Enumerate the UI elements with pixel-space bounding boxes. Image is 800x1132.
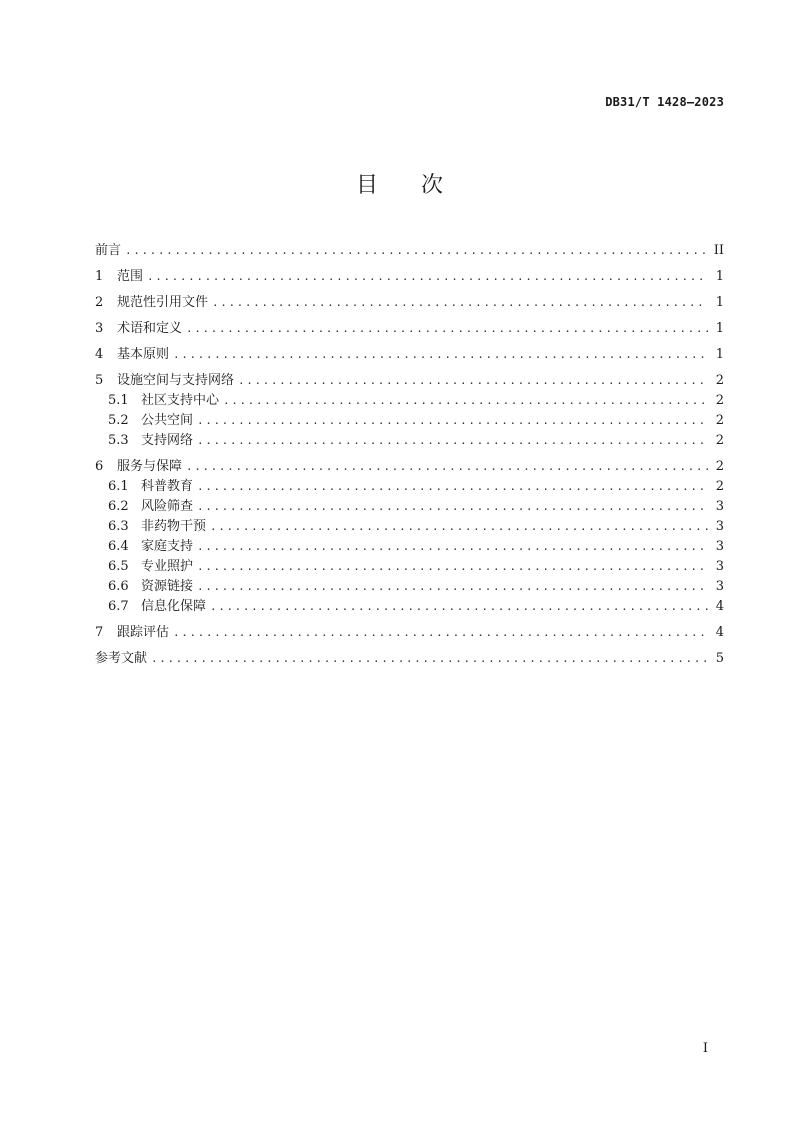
toc-leader-dots [197,497,708,517]
toc-entry[interactable] [95,371,724,391]
toc-entry[interactable] [95,457,724,477]
toc-entry-number: 4 [95,347,104,362]
toc-leader-dots [197,577,708,597]
toc-leader-dots [197,557,708,577]
toc-leader-dots [125,241,708,261]
toc-leader-dots [210,517,708,537]
toc-leader-dots [197,411,708,431]
toc-entry-label: 前言 [95,243,122,258]
toc-entry[interactable] [95,623,724,643]
toc-entry-number: 6.7 [108,599,129,614]
toc-entry-label: 科普教育 [141,479,194,494]
toc-entry-page: 2 [715,373,724,388]
toc-entry-number: 5.1 [108,393,129,408]
toc-entry[interactable] [95,497,724,517]
title-part-2: 次 [421,173,445,198]
toc-leader-dots [210,597,708,617]
toc-entry-page: 1 [715,295,724,310]
toc-entry[interactable] [95,391,724,411]
toc-entry-number: 6.5 [108,559,129,574]
toc-entry-page: 1 [715,347,724,362]
toc-entry[interactable] [95,319,724,339]
toc-entry-number: 6 [95,459,104,474]
toc-leader-dots [212,293,708,313]
toc-entry-page: 3 [715,519,724,534]
toc-leader-dots [197,431,708,451]
toc-entry-page: 2 [715,393,724,408]
toc-entry-label: 专业照护 [141,559,194,574]
toc-entry[interactable] [95,557,724,577]
toc-entry[interactable] [95,577,724,597]
toc-entry-label: 设施空间与支持网络 [117,373,235,388]
toc-entry-label: 信息化保障 [141,599,207,614]
toc-entry-number: 6.3 [108,519,129,534]
toc-entry-page: 2 [715,479,724,494]
toc-entry-label: 风险筛查 [141,499,194,514]
toc-entry-page: II [713,243,724,258]
toc-leader-dots [223,391,708,411]
toc-entry-page: 4 [715,599,724,614]
toc-leader-dots [173,623,708,643]
toc-entry-page: 3 [715,579,724,594]
toc-entry-number: 5 [95,373,104,388]
toc-entry-label: 非药物干预 [141,519,207,534]
toc-entry[interactable] [95,267,724,287]
toc-entry-label: 参考文献 [95,651,148,666]
toc-leader-dots [197,537,708,557]
toc-leader-dots [147,267,708,287]
toc-entry-label: 术语和定义 [117,321,183,336]
toc-entry-number: 1 [95,269,104,284]
toc-leader-dots [186,319,708,339]
toc-entry-label: 基本原则 [117,347,170,362]
toc-entry[interactable] [95,411,724,431]
toc-entry-number: 6.2 [108,499,129,514]
toc-entry-page: 2 [715,433,724,448]
toc-entry-label: 跟踪评估 [117,625,170,640]
toc-entry-label: 范围 [117,269,144,284]
toc-entry-page: 1 [715,321,724,336]
toc-entry[interactable] [95,477,724,497]
toc-entry-page: 1 [715,269,724,284]
toc-leader-dots [186,457,708,477]
toc-entry[interactable] [95,537,724,557]
toc-entry-number: 6.4 [108,539,129,554]
toc-leader-dots [151,649,708,669]
toc-entry-label: 服务与保障 [117,459,183,474]
toc-entry-page: 3 [715,539,724,554]
toc-leader-dots [238,371,708,391]
toc-entry-number: 5.3 [108,433,129,448]
toc-entry-number: 2 [95,295,104,310]
toc-entry-page: 3 [715,559,724,574]
toc-entry-number: 6.1 [108,479,129,494]
toc-entry[interactable] [95,431,724,451]
page-number: I [702,1041,708,1056]
table-of-contents [95,241,724,669]
document-code: DB31/T 1428—2023 [605,95,724,109]
toc-entry-label: 社区支持中心 [141,393,220,408]
toc-entry-page: 4 [715,625,724,640]
toc-entry-label: 规范性引用文件 [117,295,209,310]
toc-leader-dots [197,477,708,497]
toc-entry-label: 公共空间 [141,413,194,428]
toc-entry[interactable] [95,241,724,261]
toc-entry-label: 支持网络 [141,433,194,448]
toc-entry-label: 资源链接 [141,579,194,594]
toc-entry[interactable] [95,293,724,313]
toc-leader-dots [173,345,708,365]
toc-entry-number: 7 [95,625,104,640]
toc-entry[interactable] [95,517,724,537]
toc-entry[interactable] [95,597,724,617]
toc-entry-page: 3 [715,499,724,514]
toc-entry-number: 3 [95,321,104,336]
toc-entry-number: 6.6 [108,579,129,594]
toc-entry[interactable] [95,345,724,365]
toc-entry-page: 5 [715,651,724,666]
toc-entry-number: 5.2 [108,413,129,428]
toc-entry-page: 2 [715,459,724,474]
toc-entry[interactable] [95,649,724,669]
page-title [0,168,800,199]
toc-entry-label: 家庭支持 [141,539,194,554]
title-part-1: 目 [355,173,379,198]
toc-entry-page: 2 [715,413,724,428]
